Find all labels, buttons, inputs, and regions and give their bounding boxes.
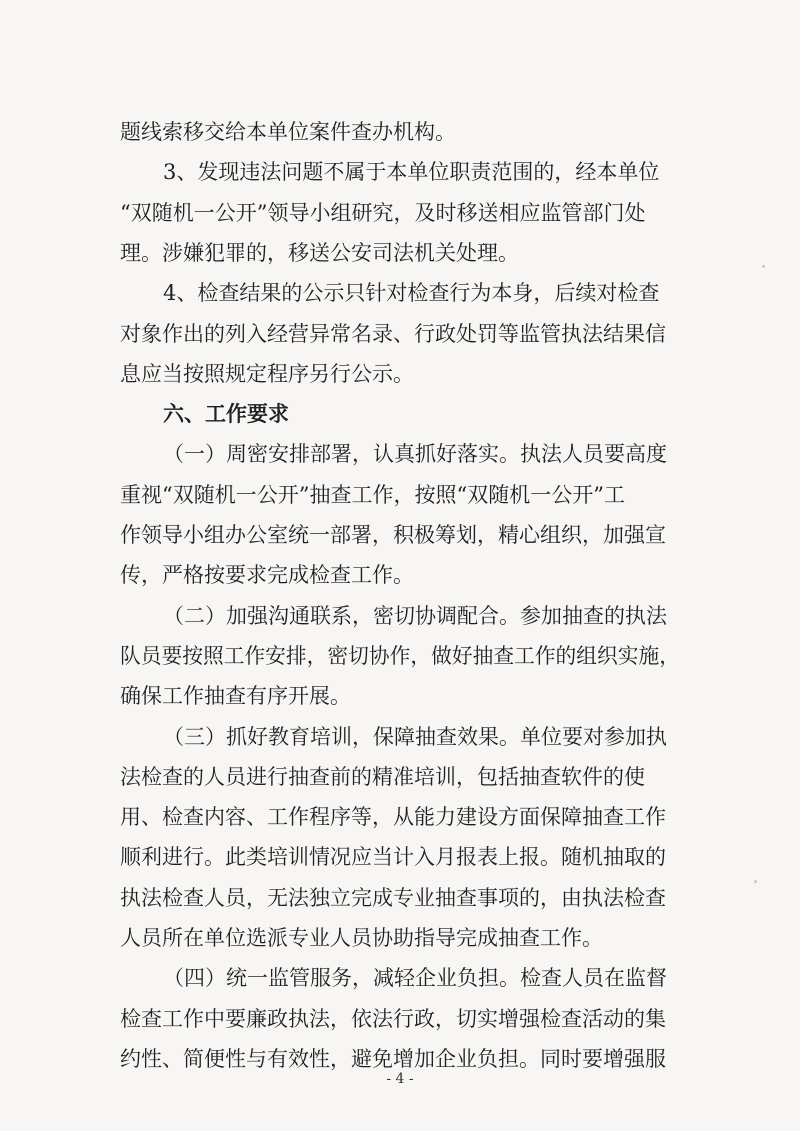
body-line: （三）抓好教育培训，保障抽查效果。单位要对参加执 — [163, 724, 667, 749]
body-line: 确保工作抽查有序开展。 — [120, 684, 351, 709]
body-line: （一）周密安排部署，认真抓好落实。执法人员要高度 — [163, 442, 667, 467]
body-line: 题线索移交给本单位案件查办机构。 — [120, 120, 456, 144]
body-line: 人员所在单位选派专业人员协助指导完成抽查工作。 — [120, 926, 603, 950]
body-line: 重视“双随机一公开”抽查工作，按照“双随机一公开”工 — [120, 482, 625, 507]
body-line: “双随机一公开”领导小组研究，及时移送相应监管部门处 — [120, 200, 646, 225]
page-number: - 4 - — [386, 1071, 414, 1087]
body-line: （二）加强沟通联系，密切协调配合。参加抽查的执法 — [163, 603, 667, 628]
body-line: 作领导小组办公室统一部署，积极筹划，精心组织，加强宣 — [120, 523, 666, 547]
body-line: 对象作出的列入经营异常名录、行政处罚等监管执法结果信 — [120, 321, 666, 346]
body-line: 4、检查结果的公示只针对检查行为本身，后续对检查 — [163, 281, 660, 306]
body-line: 检查工作中要廉政执法，依法行政，切实增强检查活动的集 — [120, 1006, 666, 1031]
body-line: 约性、简便性与有效性，避免增加企业负担。同时要增强服 — [120, 1046, 666, 1071]
body-line: （四）统一监管服务，减轻企业负担。检查人员在监督 — [163, 966, 667, 991]
body-line: 传，严格按要求完成检查工作。 — [120, 563, 414, 588]
scan-speck — [754, 880, 757, 883]
section-heading: 六、工作要求 — [163, 402, 289, 427]
body-line: 执法检查人员，无法独立完成专业抽查事项的，由执法检查 — [120, 885, 666, 910]
body-line: 息应当按照规定程序另行公示。 — [120, 361, 414, 386]
body-line: 理。涉嫌犯罪的，移送公安司法机关处理。 — [120, 240, 519, 265]
body-line: 法检查的人员进行抽查前的精准培训，包括抽查软件的使 — [120, 764, 645, 789]
body-line: 用、检查内容、工作程序等，从能力建设方面保障抽查工作 — [120, 805, 666, 830]
body-line: 顺利进行。此类培训情况应当计入月报表上报。随机抽取的 — [120, 845, 666, 870]
scan-speck — [762, 265, 765, 268]
body-line: 队员要按照工作安排，密切协作，做好抽查工作的组织实施， — [120, 643, 680, 668]
body-line: 3、发现违法问题不属于本单位职责范围的，经本单位 — [163, 160, 660, 185]
